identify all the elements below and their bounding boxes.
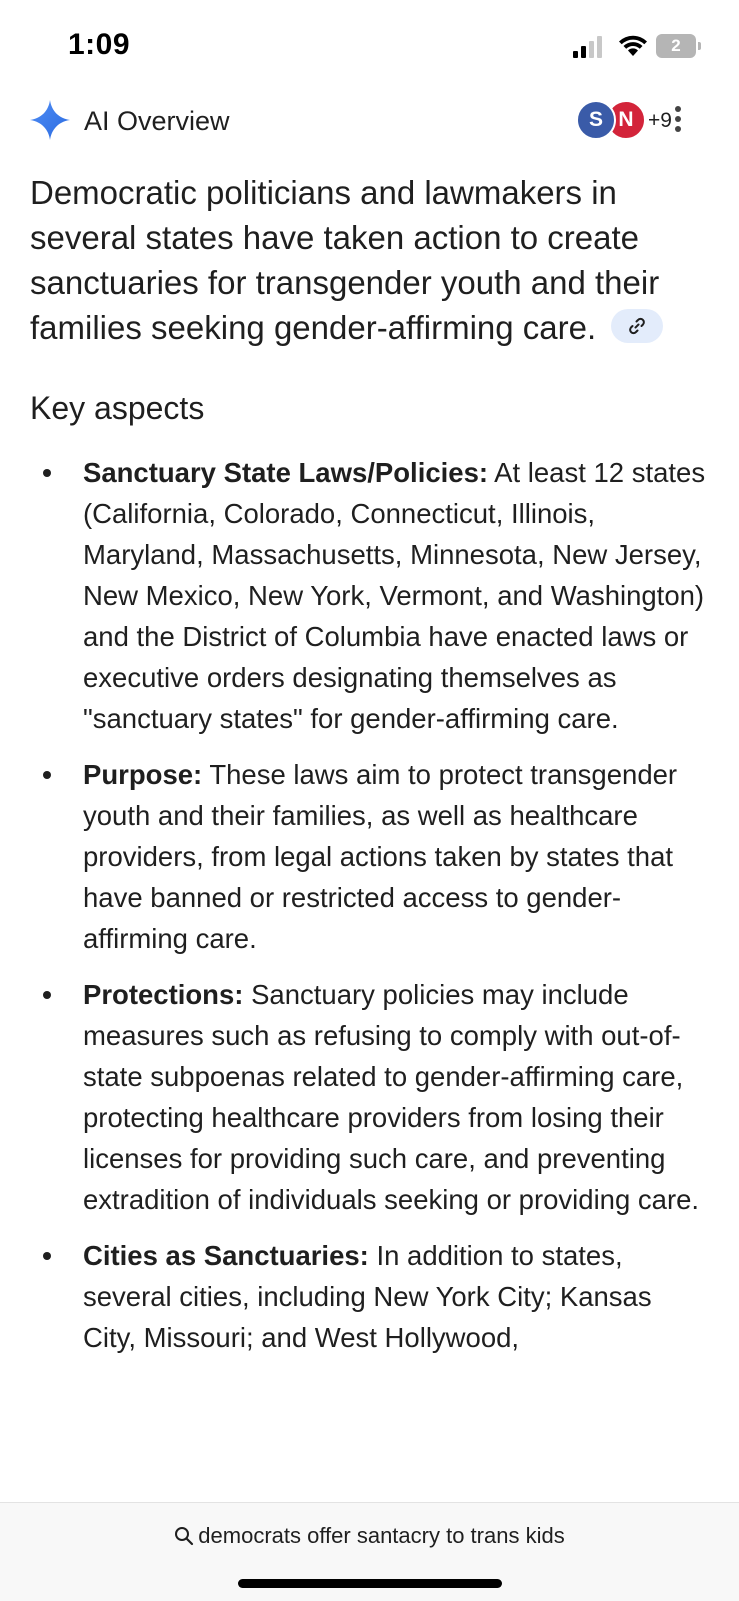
search-icon [174, 1526, 194, 1546]
battery-level: 2 [656, 34, 696, 58]
more-sources-count[interactable]: +9 [648, 109, 672, 132]
aspect-text: These laws aim to protect transgender youth and their families, as well as healthcare providers, from legal actions taken by states that have banned or restricted access to gender-affirming care. [83, 759, 678, 954]
link-icon [627, 316, 647, 336]
aspect-text: In addition to states, several cities, including New York City; Kansas City, Missouri; and West Hollywood, [83, 1240, 652, 1353]
aspect-label: Protections: [83, 979, 244, 1010]
list-item [30, 754, 710, 959]
ai-overview-header [30, 98, 710, 144]
cellular-signal-icon [573, 36, 605, 58]
source-avatar-s[interactable]: S [576, 100, 616, 140]
search-query-text: democrats offer santacry to trans kids [198, 1523, 565, 1548]
aspect-label: Cities as Sanctuaries: [83, 1240, 369, 1271]
aspect-text: Sanctuary policies may include measures such as refusing to comply with out-of-state subpoenas related to gender-affirming care, protecting healthcare providers from losing their licenses for providing such care, and preventing extradition of individuals seeking or providing care. [83, 979, 700, 1215]
gemini-sparkle-icon [30, 100, 70, 140]
search-query-button[interactable] [0, 1523, 739, 1549]
status-time: 1:09 [68, 28, 131, 61]
more-options-icon[interactable] [670, 106, 686, 136]
ai-overview-title: AI Overview [84, 106, 230, 136]
home-indicator[interactable] [238, 1579, 502, 1588]
source-avatars[interactable] [546, 100, 672, 140]
source-avatar-n[interactable]: N [606, 100, 646, 140]
source-link-button[interactable] [611, 309, 663, 343]
list-item [30, 1235, 710, 1358]
wifi-icon [617, 34, 649, 58]
summary-text: Democratic politicians and lawmakers in several states have taken action to create sanctuaries for transgender youth and their families seeking gender-affirming care. [30, 174, 660, 346]
battery-indicator [656, 34, 702, 58]
aspect-label: Purpose: [83, 759, 203, 790]
aspect-label: Sanctuary State Laws/Policies: [83, 457, 489, 488]
aspect-text: At least 12 states (California, Colorado, Connecticut, Illinois, Maryland, Massachusetts, Minnesota, New Jersey, New Mexico, New York, Vermont, and Washington) and the District of Columbia have enacted laws or executive orders designating themselves as "sanctuary states" for gender-affirming care. [83, 457, 706, 734]
status-bar [0, 0, 739, 95]
overview-summary [30, 170, 710, 350]
bottom-search-bar [0, 1502, 739, 1601]
key-aspects-heading: Key aspects [30, 390, 205, 426]
list-item [30, 974, 710, 1220]
list-item [30, 452, 710, 739]
battery-tip [698, 42, 701, 50]
key-aspects-list [30, 452, 710, 1373]
